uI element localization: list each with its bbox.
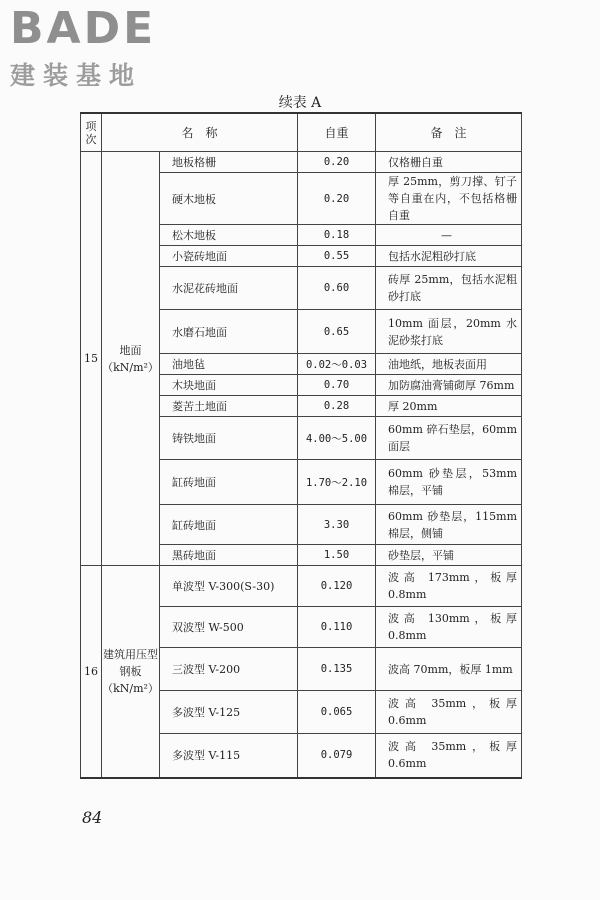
weight-cell: 3.30 (298, 505, 376, 545)
remark-cell: 波高 35mm，板厚 0.6mm (376, 734, 522, 778)
weight-cell: 0.18 (298, 225, 376, 246)
page-number: 84 (82, 808, 103, 827)
brand-logo (10, 3, 157, 92)
remark-cell: 仅格栅自重 (376, 152, 522, 173)
remark-cell: 油地纸，地板表面用 (376, 354, 522, 375)
name-cell: 多波型 V-115 (160, 734, 298, 778)
remark-cell: 60mm 砂垫层，115mm 棉层，侧铺 (376, 505, 522, 545)
table-row (81, 152, 522, 173)
name-cell: 硬木地板 (160, 173, 298, 225)
remark-cell: — (376, 225, 522, 246)
weight-cell: 0.65 (298, 310, 376, 354)
name-cell: 油地毡 (160, 354, 298, 375)
logo-cjk-text: 建装基地 (10, 61, 143, 90)
weight-cell: 0.02～0.03 (298, 354, 376, 375)
remark-cell: 波高 130mm，板厚 0.8mm (376, 607, 522, 648)
name-cell: 地板格栅 (160, 152, 298, 173)
name-cell: 木块地面 (160, 375, 298, 396)
header-name: 名 称 (102, 113, 298, 152)
weight-cell: 0.20 (298, 152, 376, 173)
weight-cell: 4.00～5.00 (298, 417, 376, 460)
name-cell: 小瓷砖地面 (160, 246, 298, 267)
name-cell: 水泥花砖地面 (160, 267, 298, 310)
remark-cell: 60mm 砂垫层，53mm 棉层，平铺 (376, 460, 522, 505)
weight-cell: 0.120 (298, 566, 376, 607)
item-number: 16 (81, 566, 102, 778)
remark-cell: 60mm 碎石垫层，60mm 面层 (376, 417, 522, 460)
remark-cell: 波高 70mm，板厚 1mm (376, 648, 522, 691)
header-remark: 备 注 (376, 113, 522, 152)
name-cell: 黑砖地面 (160, 545, 298, 566)
name-cell: 三波型 V-200 (160, 648, 298, 691)
table-row (81, 566, 522, 607)
name-cell: 双波型 W-500 (160, 607, 298, 648)
weight-cell: 0.20 (298, 173, 376, 225)
remark-cell: 波高 35mm，板厚 0.6mm (376, 691, 522, 734)
category-cell: 建筑用压型钢板（kN/m²） (102, 566, 160, 778)
weight-cell: 0.065 (298, 691, 376, 734)
remark-cell: 砖厚 25mm，包括水泥粗砂打底 (376, 267, 522, 310)
weight-cell: 0.55 (298, 246, 376, 267)
load-table (80, 112, 522, 779)
item-number: 15 (81, 152, 102, 566)
weight-cell: 0.60 (298, 267, 376, 310)
weight-cell: 0.28 (298, 396, 376, 417)
header-weight: 自重 (298, 113, 376, 152)
remark-cell: 砂垫层，平铺 (376, 545, 522, 566)
name-cell: 菱苦土地面 (160, 396, 298, 417)
name-cell: 水磨石地面 (160, 310, 298, 354)
logo-latin-text: BADE (10, 3, 157, 54)
name-cell: 缸砖地面 (160, 460, 298, 505)
name-cell: 单波型 V-300(S-30) (160, 566, 298, 607)
name-cell: 铸铁地面 (160, 417, 298, 460)
name-cell: 松木地板 (160, 225, 298, 246)
remark-cell: 厚 20mm (376, 396, 522, 417)
weight-cell: 0.110 (298, 607, 376, 648)
weight-cell: 1.50 (298, 545, 376, 566)
table-body (81, 152, 522, 778)
weight-cell: 0.135 (298, 648, 376, 691)
name-cell: 缸砖地面 (160, 505, 298, 545)
name-cell: 多波型 V-125 (160, 691, 298, 734)
remark-cell: 10mm 面层，20mm 水泥砂浆打底 (376, 310, 522, 354)
header-no: 项次 (81, 113, 102, 152)
category-cell: 地面（kN/m²） (102, 152, 160, 566)
remark-cell: 加防腐油膏铺砌厚 76mm (376, 375, 522, 396)
table-header-row (81, 113, 522, 152)
remark-cell: 包括水泥粗砂打底 (376, 246, 522, 267)
weight-cell: 0.079 (298, 734, 376, 778)
weight-cell: 1.70～2.10 (298, 460, 376, 505)
weight-cell: 0.70 (298, 375, 376, 396)
remark-cell: 波高 173mm，板厚 0.8mm (376, 566, 522, 607)
table-caption: 续表 A (278, 95, 322, 111)
remark-cell: 厚 25mm，剪刀撑、钉子等自重在内，不包括格栅自重 (376, 173, 522, 225)
